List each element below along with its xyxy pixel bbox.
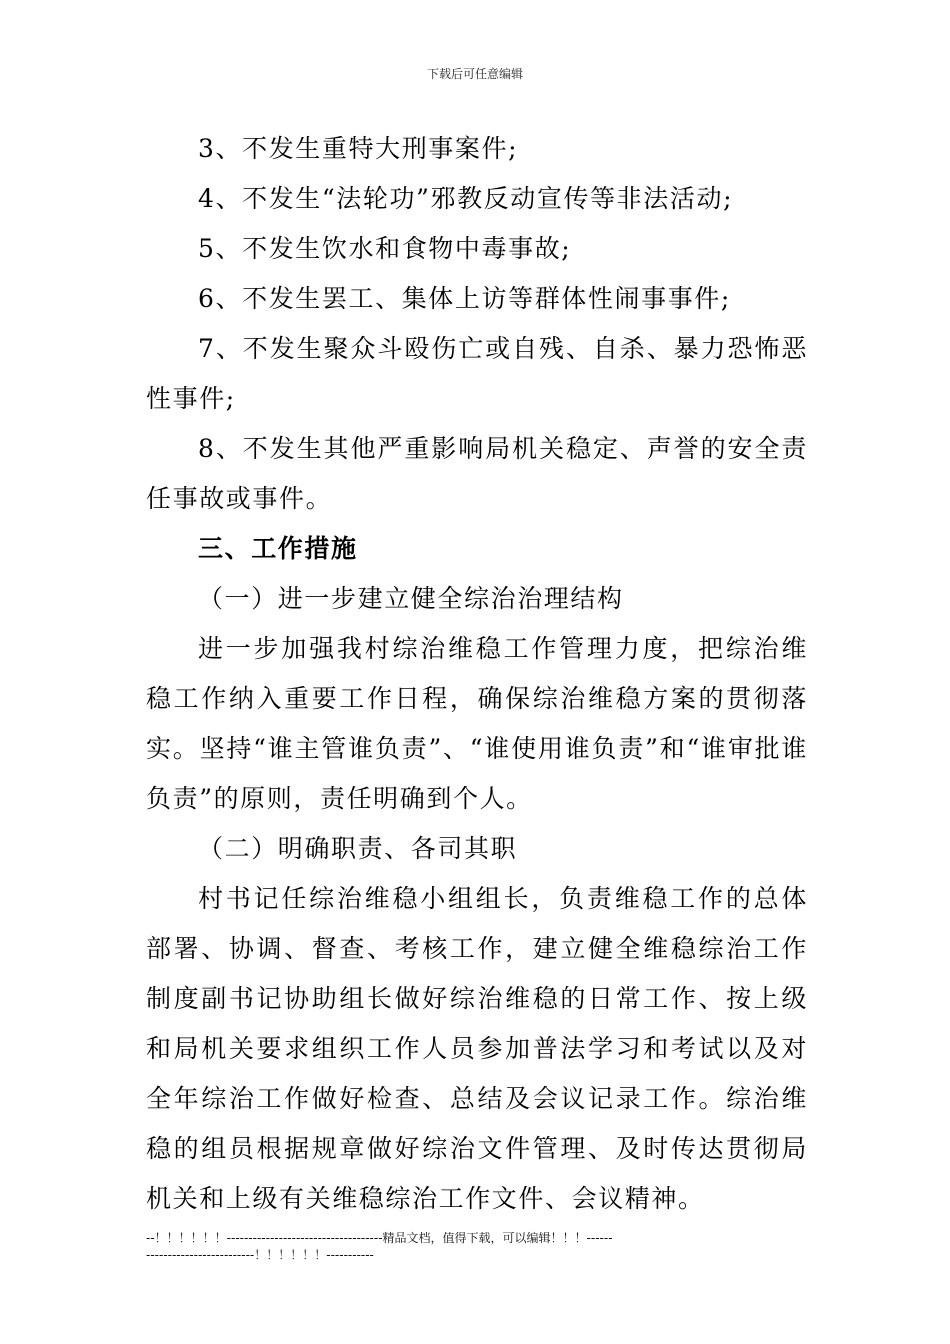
subsection-heading-1: （一）进一步建立健全综治治理结构 [198,584,624,613]
paragraph-responsibilities: 村书记任综治维稳小组组长，负责维稳工作的总体部署、协调、督查、考核工作，建立健全维稳综治工作制度副书记协助组长做好综治维稳的日常工作、按上级和局机关要求组织工作人员参加普法学习和考试以及对全年综治工作做好检查、总结及会议记录工作。综治维稳的组员根据规章做好综治文件管理、及时传达贯彻局机关和上级有关维稳综治工作文件、会议精神。 [146,884,808,1213]
paragraph-item-7: 7、不发生聚众斗殴伤亡或自残、自杀、暴力恐怖恶性事件; [146,334,808,413]
section-heading: 三、工作措施 [198,534,358,563]
paragraph-item-4: 4、不发生“法轮功”邪教反动宣传等非法活动; [198,184,734,213]
paragraph-item-3: 3、不发生重特大刑事案件; [198,134,519,163]
paragraph-item-5: 5、不发生饮水和食物中毒事故; [198,234,572,263]
page-footer-note: --！！！！！！------------------------------------精品文档，值得下载，可以编辑！！！-------------------------------！！！！！！----------- [146,1231,613,1262]
paragraph-item-8: 8、不发生其他严重影响局机关稳定、声誉的安全责任事故或事件。 [146,434,808,513]
paragraph-structure: 进一步加强我村综治维稳工作管理力度，把综治维稳工作纳入重要工作日程，确保综治维稳方案的贯彻落实。坚持“谁主管谁负责”、“谁使用谁负责”和“谁审批谁负责”的原则，责任明确到个人。 [146,634,808,813]
page-header-note: 下载后可任意编辑 [426,67,523,81]
paragraph-item-6: 6、不发生罢工、集体上访等群体性闹事事件; [198,284,731,313]
document-body [146,124,808,1224]
subsection-heading-2: （二）明确职责、各司其职 [198,834,518,863]
